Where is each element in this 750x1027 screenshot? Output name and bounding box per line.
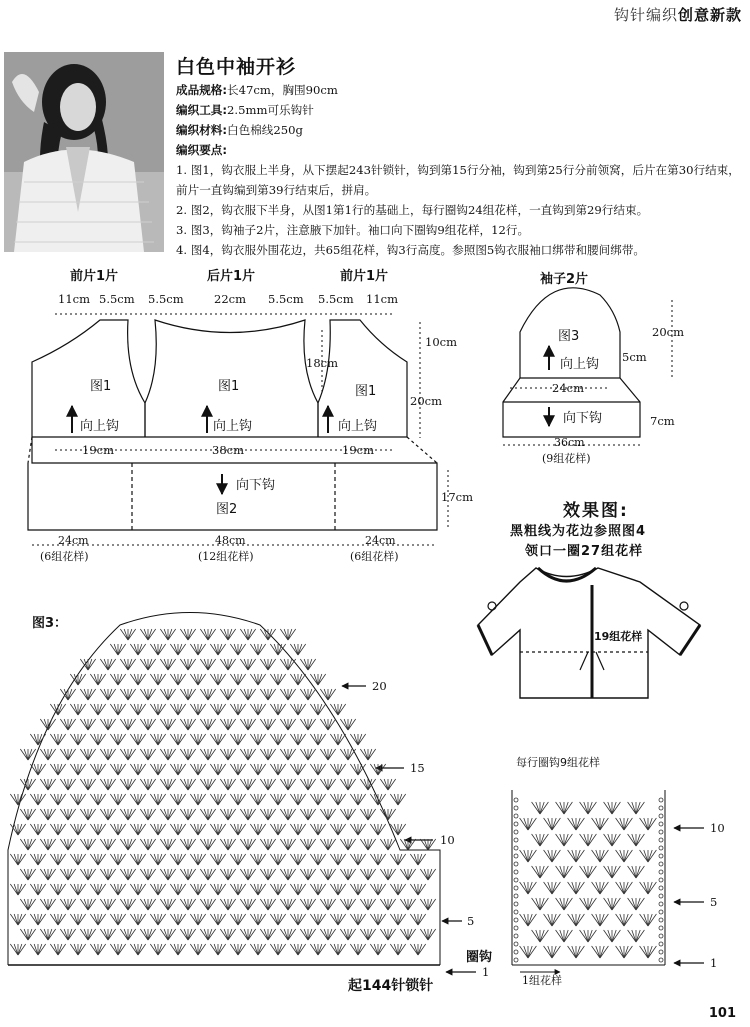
page-title: 白色中袖开衫 — [176, 56, 297, 78]
dim-v-neck: 18cm — [306, 356, 338, 370]
label-front-right: 前片1片 — [340, 269, 389, 284]
chart3-start: 起144针锁针 — [348, 978, 434, 994]
dim-sl-5: 5cm — [622, 350, 647, 364]
effect-label-19: 19组花样 — [594, 630, 643, 643]
chart3-label: 图3： — [32, 616, 68, 631]
dim-sl-36-sub: (9组花样) — [542, 452, 591, 465]
label-sleeve: 袖子2片 — [540, 272, 589, 287]
chart-small-repeat: 1组花样 — [522, 974, 562, 987]
dim-bot-24b: 24cm — [365, 534, 396, 547]
spec-line: 成品规格:长47cm，胸围90cm — [176, 83, 338, 97]
step: 1. 图1，钩衣服上半身，从下摆起243针锁针，钩到第15行分袖，钩到第25行分前领窝，后片在第30行结束，前片一直钩编到第39行结束后，拼肩。 — [176, 163, 740, 197]
dim-top: 5.5cm — [268, 292, 304, 306]
dim-bot-48-sub: (12组花样) — [198, 550, 254, 563]
step: 2. 图2，钩衣服下半身，从图1第1行的基础上，每行圈钩24组花样，一直钩到第29行结束。 — [176, 203, 649, 217]
effect-title: 效果图: — [563, 501, 629, 521]
label-front-left: 前片1片 — [70, 269, 119, 284]
step: 4. 图4，钩衣服外围花边，共65组花样，钩3行高度。参照图5钩衣服袖口绑带和腰间绑带。 — [176, 243, 646, 257]
effect-line1: 黑粗线为花边参照图4 — [510, 524, 647, 539]
up-right: 向上钩 — [338, 419, 378, 434]
step: 3. 图3，钩袖子2片，注意腋下加针。袖口向下圈钩9组花样，12行。 — [176, 223, 530, 237]
spec-line: 编织要点: — [176, 143, 228, 157]
dim-mid-19a: 19cm — [82, 443, 114, 457]
chart-small-label: 每行圈钩9组花样 — [516, 756, 600, 769]
dim-bot-48: 48cm — [215, 534, 246, 547]
dim-top: 5.5cm — [148, 292, 184, 306]
chart3-row-1: 1 — [482, 965, 490, 979]
up-back: 向上钩 — [213, 419, 253, 434]
label-back: 后片1片 — [207, 269, 256, 284]
fig1-left: 图1 — [90, 379, 112, 394]
chart-small-row-10: 10 — [710, 821, 725, 835]
spec-line: 编织材料:白色棉线250g — [176, 123, 303, 137]
chart3-row-20: 20 — [372, 679, 387, 693]
dim-right-17: 17cm — [441, 490, 473, 504]
down-sleeve: 向下钩 — [563, 411, 603, 426]
dim-top: 11cm — [58, 292, 90, 306]
dim-right-10: 10cm — [425, 335, 457, 349]
dim-mid-38: 38cm — [212, 443, 244, 457]
dim-bot-24a: 24cm — [58, 534, 89, 547]
series-header: 钩针编织创意新款 — [613, 6, 742, 24]
chart3-row-15: 15 — [410, 761, 425, 775]
dim-sl-7: 7cm — [650, 414, 675, 428]
chart3-row-5: 5 — [467, 914, 475, 928]
fig3-label: 图3 — [558, 329, 580, 344]
dim-bot-24b-sub: (6组花样) — [350, 550, 399, 563]
page-number: 101 — [708, 1006, 736, 1021]
dim-sl-24: 24cm — [552, 381, 584, 395]
spec-line: 编织工具:2.5mm可乐钩针 — [176, 103, 314, 117]
dim-top: 11cm — [366, 292, 398, 306]
chart-small-row-1: 1 — [710, 956, 718, 970]
dim-sl-36: 36cm — [554, 436, 585, 449]
fig1-right: 图1 — [355, 384, 377, 399]
dim-bot-24a-sub: (6组花样) — [40, 550, 89, 563]
dim-top: 5.5cm — [318, 292, 354, 306]
chart3-ring: 圈钩 — [466, 950, 493, 965]
effect-line2: 领口一圈27组花样 — [525, 544, 644, 559]
chart3-row-10: 10 — [440, 833, 455, 847]
dim-right-20: 20cm — [410, 394, 442, 408]
chart-small-row-5: 5 — [710, 895, 718, 909]
up-sleeve: 向上钩 — [560, 357, 600, 372]
down-fig2: 向下钩 — [236, 478, 276, 493]
fig2-label: 图2 — [216, 502, 238, 517]
dim-mid-19b: 19cm — [342, 443, 374, 457]
dim-sl-20: 20cm — [652, 325, 684, 339]
dim-top: 22cm — [214, 292, 246, 306]
fig1-back: 图1 — [218, 379, 240, 394]
dim-top: 5.5cm — [99, 292, 135, 306]
up-left: 向上钩 — [80, 419, 120, 434]
